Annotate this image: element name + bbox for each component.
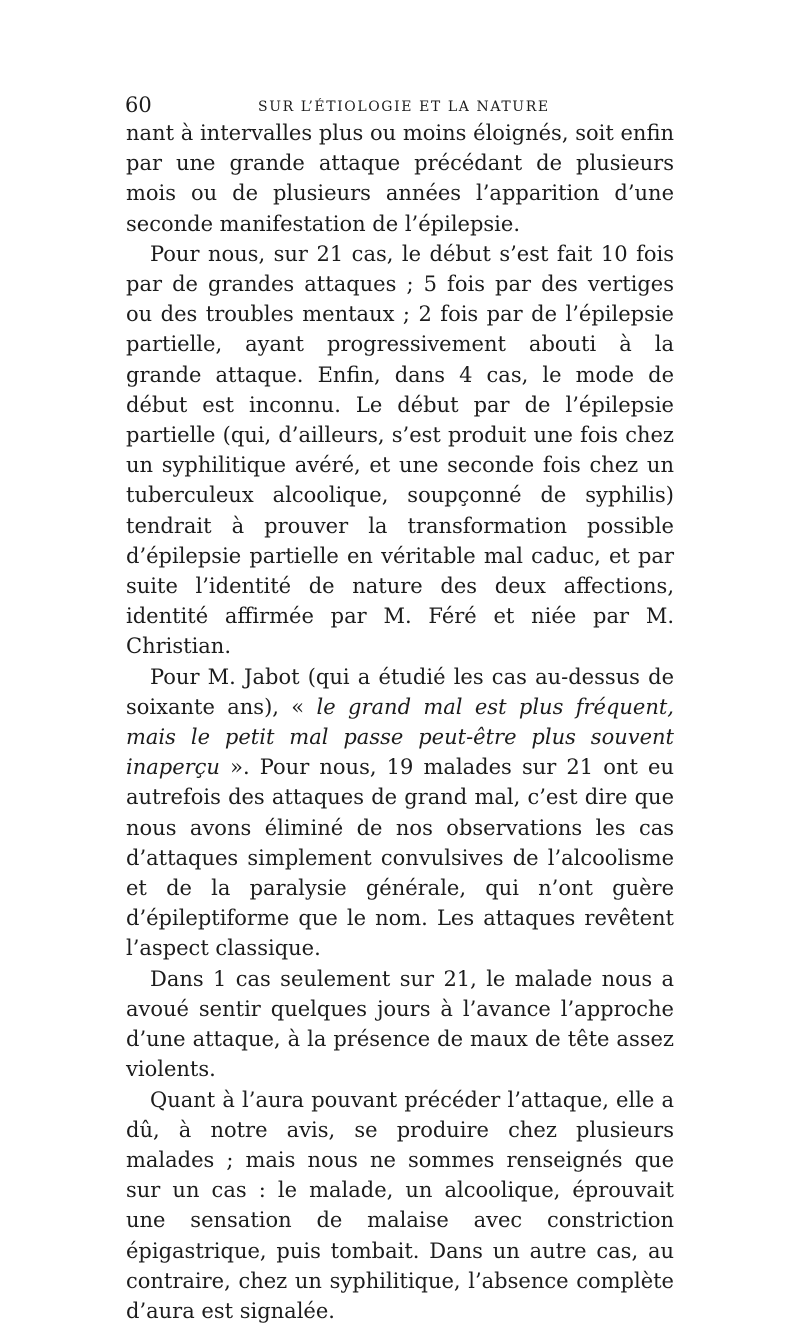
paragraph-3-text-after: ». Pour nous, 19 malades sur 21 ont eu autrefois des attaques de grand mal, c’est dire que nous avons éliminé de nos observations les cas d’attaques simplement convulsives de l’alcoolisme et de la paralysie générale, qui n’ont guère d’épileptiforme que le nom. Les attaques revêtent l’aspect classique. <box>126 755 674 960</box>
running-title: SUR L’ÉTIOLOGIE ET LA NATURE <box>258 92 550 122</box>
paragraph-3-text-before: Pour M. Jabot (qui a étudié les cas au-dessus de soixante ans), « <box>126 665 674 719</box>
paragraph-3 <box>126 662 674 964</box>
body-text <box>126 118 674 1326</box>
paragraph-3-quotation: le grand mal est plus fréquent, mais le petit mal passe peut-être plus souvent inaperçu <box>126 695 674 779</box>
page-header <box>125 90 673 120</box>
paragraph-1: nant à intervalles plus ou moins éloignés, soit enfin par une grande attaque précédant de plusieurs mois ou de plusieurs années l’apparition d’une seconde manifestation de l’épilepsie. <box>126 118 674 239</box>
page-number: 60 <box>125 90 152 120</box>
paragraph-4: Dans 1 cas seulement sur 21, le malade nous a avoué sentir quelques jours à l’avance l’approche d’une attaque, à la présence de maux de tête assez violents. <box>126 964 674 1085</box>
paragraph-5: Quant à l’aura pouvant précéder l’attaque, elle a dû, à notre avis, se produire chez plusieurs malades ; mais nous ne sommes renseignés que sur un cas : le malade, un alcoolique, éprouvait une sensation de malaise avec constriction épigastrique, puis tombait. Dans un autre cas, au contraire, chez un syphilitique, l’absence complète d’aura est signalée. <box>126 1085 674 1326</box>
paragraph-2: Pour nous, sur 21 cas, le début s’est fait 10 fois par de grandes attaques ; 5 fois par des vertiges ou des troubles mentaux ; 2 fois par de l’épilepsie partielle, ayant progressivement abouti à la grande attaque. Enfin, dans 4 cas, le mode de début est inconnu. Le début par de l’épilepsie partielle (qui, d’ailleurs, s’est produit une fois chez un syphilitique avéré, et une seconde fois chez un tuberculeux alcoolique, soupçonné de syphilis) tendrait à prouver la transformation possible d’épilepsie partielle en véritable mal caduc, et par suite l’identité de nature des deux affections, identité affirmée par M. Féré et niée par M. Christian. <box>126 239 674 662</box>
